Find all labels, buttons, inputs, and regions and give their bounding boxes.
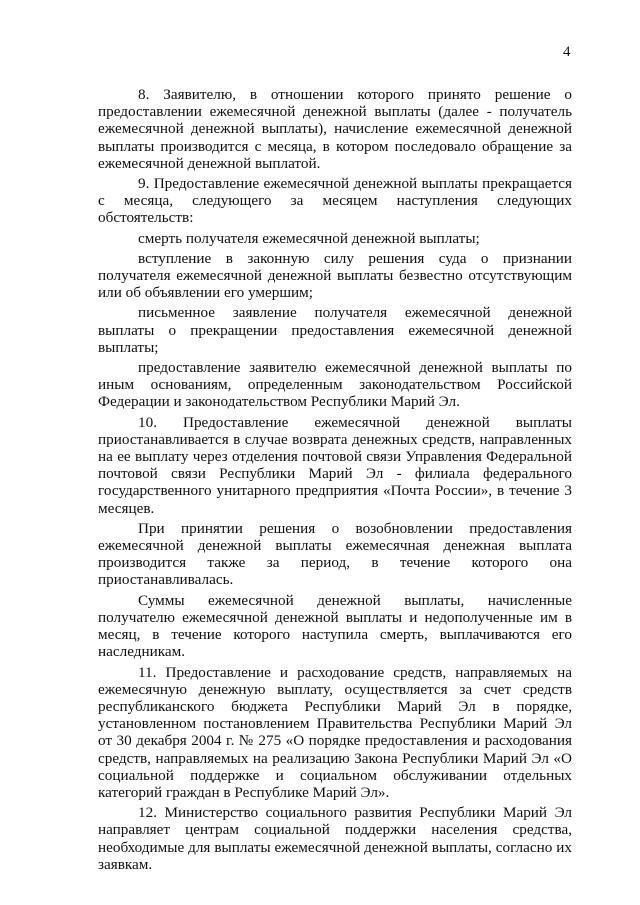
paragraph-resumption: При принятии решения о возобновлении предоставления ежемесячной денежной выплаты ежемесячная денежная выплата производится также за период, в течение которого она приостанавливалась. [98,519,572,589]
list-item-court-decision: вступление в законную силу решения суда о признании получателя ежемесячной денежной выплаты безвестно отсутствующим или об объявлении его умершим; [98,249,572,302]
paragraph-10: 10. Предоставление ежемесячной денежной выплаты приостанавливается в случае возврата денежных средств, направленных на ее выплату через отделения почтовой связи Управления Федеральной почтовой связи Республики Марий Эл - филиала федерального государственного унитарного предприятия «Почта России», в течение 3 месяцев. [98,413,572,517]
list-item-other-grounds: предоставление заявителю ежемесячной денежной выплаты по иным основаниям, определенным законодательством Российской Федерации и законодательством Республики Марий Эл. [98,359,572,411]
paragraph-heirs: Суммы ежемесячной денежной выплаты, начисленные получателю ежемесячной денежной выплаты и недополученные им в месяц, в течение которого наступила смерть, выплачиваются его наследникам. [98,591,572,661]
paragraph-9: 9. Предоставление ежемесячной денежной выплаты прекращается с месяца, следующего за месяцем наступления следующих обстоятельств: [98,175,572,227]
list-item-death: смерть получателя ежемесячной денежной выплаты; [138,229,480,247]
page-number: 4 [563,44,571,60]
paragraph-11: 11. Предоставление и расходование средств, направляемых на ежемесячную денежную выплату, осуществляется за счет средств республиканского бюджета Республики Марий Эл в порядке, установленном постановлением Правительства Республики Марий Эл от 30 декабря 2004 г. № 275 «О порядке предоставления и расходования средств, направляемых на реализацию Закона Республики Марий Эл «О социальной поддержке и социальном обслуживании отдельных категорий граждан в Республике Марий Эл». [98,663,572,801]
document-body [98,86,572,873]
list-item-written-statement: письменное заявление получателя ежемесячной денежной выплаты о прекращении предоставления ежемесячной денежной выплаты; [98,304,572,356]
paragraph-8: 8. Заявителю, в отношении которого принято решение о предоставлении ежемесячной денежной выплаты (далее - получатель ежемесячной денежной выплаты), начисление ежемесячной денежной выплаты производится с месяца, в котором последовало обращение за ежемесячной денежной выплатой. [98,86,572,172]
paragraph-12: 12. Министерство социального развития Республики Марий Эл направляет центрам социальной поддержки населения средства, необходимые для выплаты ежемесячной денежной выплаты, согласно их заявкам. [98,804,572,873]
